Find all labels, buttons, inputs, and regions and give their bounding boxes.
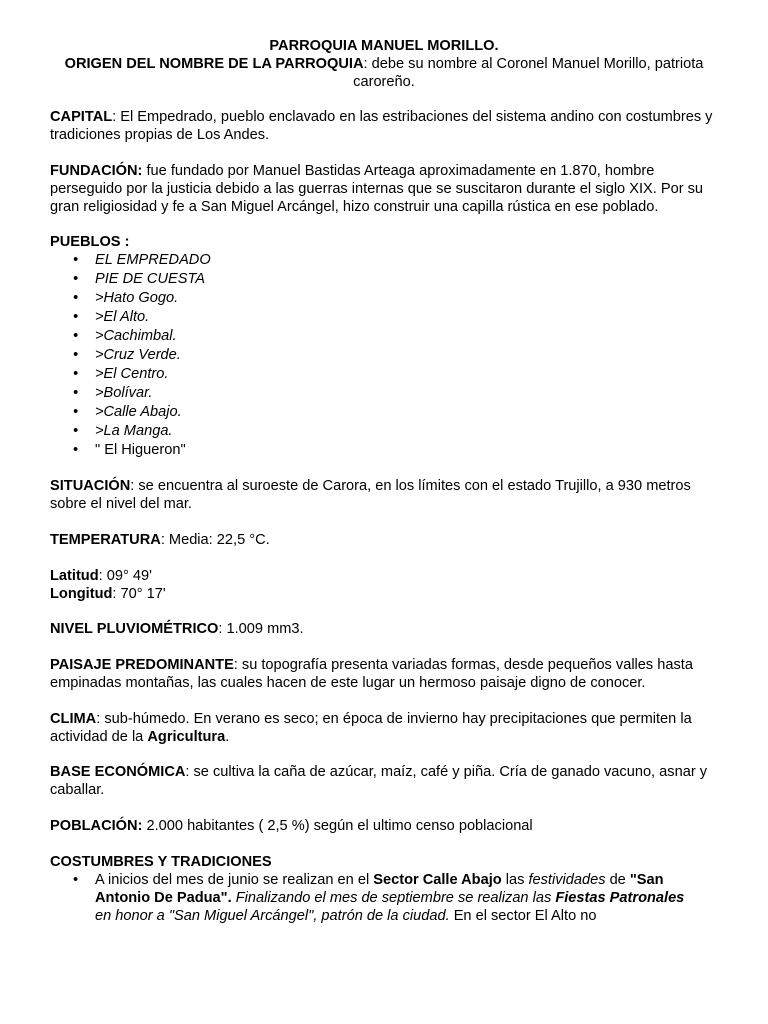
cost-text-6: En el sector El Alto no (449, 908, 597, 924)
pueblo-item (50, 441, 450, 460)
bullet-icon: • (73, 872, 79, 888)
poblacion-text: 2.000 habitantes ( 2,5 %) según el ultimo censo poblacional (142, 818, 533, 834)
origin-label: ORIGEN DEL NOMBRE DE LA PARROQUIA (64, 56, 364, 72)
pueblo-item (50, 384, 450, 403)
bullet-icon: • (73, 271, 79, 287)
clima-label: CLIMA (50, 711, 97, 727)
costumbres-heading (50, 853, 722, 871)
latitud-text: : 09° 49' (98, 568, 152, 584)
situacion-text: : se encuentra al suroeste de Carora, en los límites con el estado Trujillo, a 930 metros sobre el nivel del mar. (50, 478, 691, 512)
longitud-label: Longitud (50, 586, 113, 602)
pueblos-list (50, 251, 450, 460)
cost-text-4: Finalizando el mes de septiembre se realizan las (231, 890, 556, 906)
pueblo-item (50, 327, 450, 346)
pueblo-item (50, 422, 450, 441)
longitud-text: : 70° 17' (112, 586, 166, 602)
latitud-label: Latitud (50, 568, 99, 584)
clima-paragraph (50, 710, 722, 746)
pueblo-name: >Cruz Verde. (95, 347, 181, 363)
fundacion-text: fue fundado por Manuel Bastidas Arteaga aproximadamente en 1.870, hombre perseguido por la justicia debido a las guerras internas que se suscitaron durante el siglo XIX. Por su gran religiosidad y fe a San Miguel Arcángel, hizo construir una capilla rústica en ese poblado. (50, 163, 704, 215)
pueblo-name: >El Alto. (95, 309, 150, 325)
paisaje-paragraph (50, 656, 722, 692)
pueblo-name: " El Higueron" (95, 442, 186, 458)
document-title: PARROQUIA MANUEL MORILLO. (269, 38, 499, 54)
pueblo-name: >Cachimbal. (95, 328, 177, 344)
bullet-icon: • (73, 385, 79, 401)
bullet-icon: • (73, 328, 79, 344)
bullet-icon: • (73, 404, 79, 420)
temperatura-paragraph (50, 531, 722, 549)
situacion-label: SITUACIÓN (50, 478, 131, 494)
fundacion-paragraph (50, 162, 722, 216)
bullet-icon: • (73, 309, 79, 325)
temperatura-label: TEMPERATURA (50, 532, 161, 548)
costumbres-item (50, 871, 690, 925)
paisaje-label: PAISAJE PREDOMINANTE (50, 657, 234, 673)
pueblos-heading (50, 233, 722, 251)
origin-text: : debe su nombre al Coronel Manuel Morillo, patriota caroreño. (353, 56, 704, 90)
bullet-icon: • (73, 366, 79, 382)
clima-end: . (225, 729, 230, 745)
nivel-text: : 1.009 mm3. (218, 621, 304, 637)
pueblo-name: >El Centro. (95, 366, 169, 382)
capital-paragraph (50, 108, 722, 144)
fundacion-label: FUNDACIÓN: (50, 163, 143, 179)
cost-san-antonio: "San Antonio De Padua". (95, 872, 664, 906)
cost-text-2: las (501, 872, 529, 888)
longitud-line (50, 585, 722, 603)
pueblo-name: >Hato Gogo. (95, 290, 179, 306)
pueblo-item (50, 308, 450, 327)
nivel-label: NIVEL PLUVIOMÉTRICO (50, 621, 219, 637)
base-text: : se cultiva la caña de azúcar, maíz, café y piña. Cría de ganado vacuno, asnar y caballar. (50, 764, 708, 798)
situacion-paragraph (50, 477, 722, 513)
bullet-icon: • (73, 252, 79, 268)
pueblo-name: >La Manga. (95, 423, 173, 439)
bullet-icon: • (73, 290, 79, 306)
cost-sector-calle-abajo: Sector Calle Abajo (373, 872, 502, 888)
bullet-icon: • (73, 347, 79, 363)
bullet-icon: • (73, 442, 79, 458)
base-label: BASE ECONÓMICA (50, 764, 186, 780)
pueblo-name: EL EMPREDADO (95, 252, 211, 268)
pueblos-label: PUEBLOS : (50, 234, 130, 250)
cost-text-5: en honor a "San Miguel Arcángel", patrón de la ciudad. (95, 908, 450, 924)
bullet-icon: • (73, 423, 79, 439)
costumbres-label: COSTUMBRES Y TRADICIONES (50, 854, 272, 870)
costumbres-list (50, 871, 690, 925)
cost-fiestas-patronales: Fiestas Patronales (555, 890, 685, 906)
pueblo-item (50, 346, 450, 365)
capital-text: : El Empedrado, pueblo enclavado en las estribaciones del sistema andino con costumbres y tradiciones propias de Los Andes. (50, 109, 713, 143)
base-paragraph (50, 763, 722, 799)
poblacion-paragraph (50, 817, 722, 835)
pueblo-item (50, 251, 450, 270)
temperatura-text: : Media: 22,5 °C. (160, 532, 270, 548)
pueblo-item (50, 403, 450, 422)
capital-label: CAPITAL (50, 109, 113, 125)
pueblo-name: >Calle Abajo. (95, 404, 182, 420)
pueblo-name: PIE DE CUESTA (95, 271, 206, 287)
origin-paragraph (40, 55, 728, 91)
poblacion-label: POBLACIÓN: (50, 818, 143, 834)
pueblo-item (50, 270, 450, 289)
clima-text: : sub-húmedo. En verano es seco; en época de invierno hay precipitaciones que permiten la actividad de la (50, 711, 692, 745)
latitud-line (50, 567, 722, 585)
clima-agricultura: Agricultura (147, 729, 226, 745)
cost-festividades: festividades (528, 872, 606, 888)
nivel-paragraph (50, 620, 722, 638)
pueblo-name: >Bolívar. (95, 385, 153, 401)
pueblo-item (50, 365, 450, 384)
cost-text-1: A inicios del mes de junio se realizan en el (95, 872, 374, 888)
paisaje-text: : su topografía presenta variadas formas, desde pequeños valles hasta empinadas montañas, las cuales hacen de este lugar un hermoso paisaje digno de conocer. (50, 657, 693, 691)
pueblo-item (50, 289, 450, 308)
cost-text-3: de (605, 872, 630, 888)
